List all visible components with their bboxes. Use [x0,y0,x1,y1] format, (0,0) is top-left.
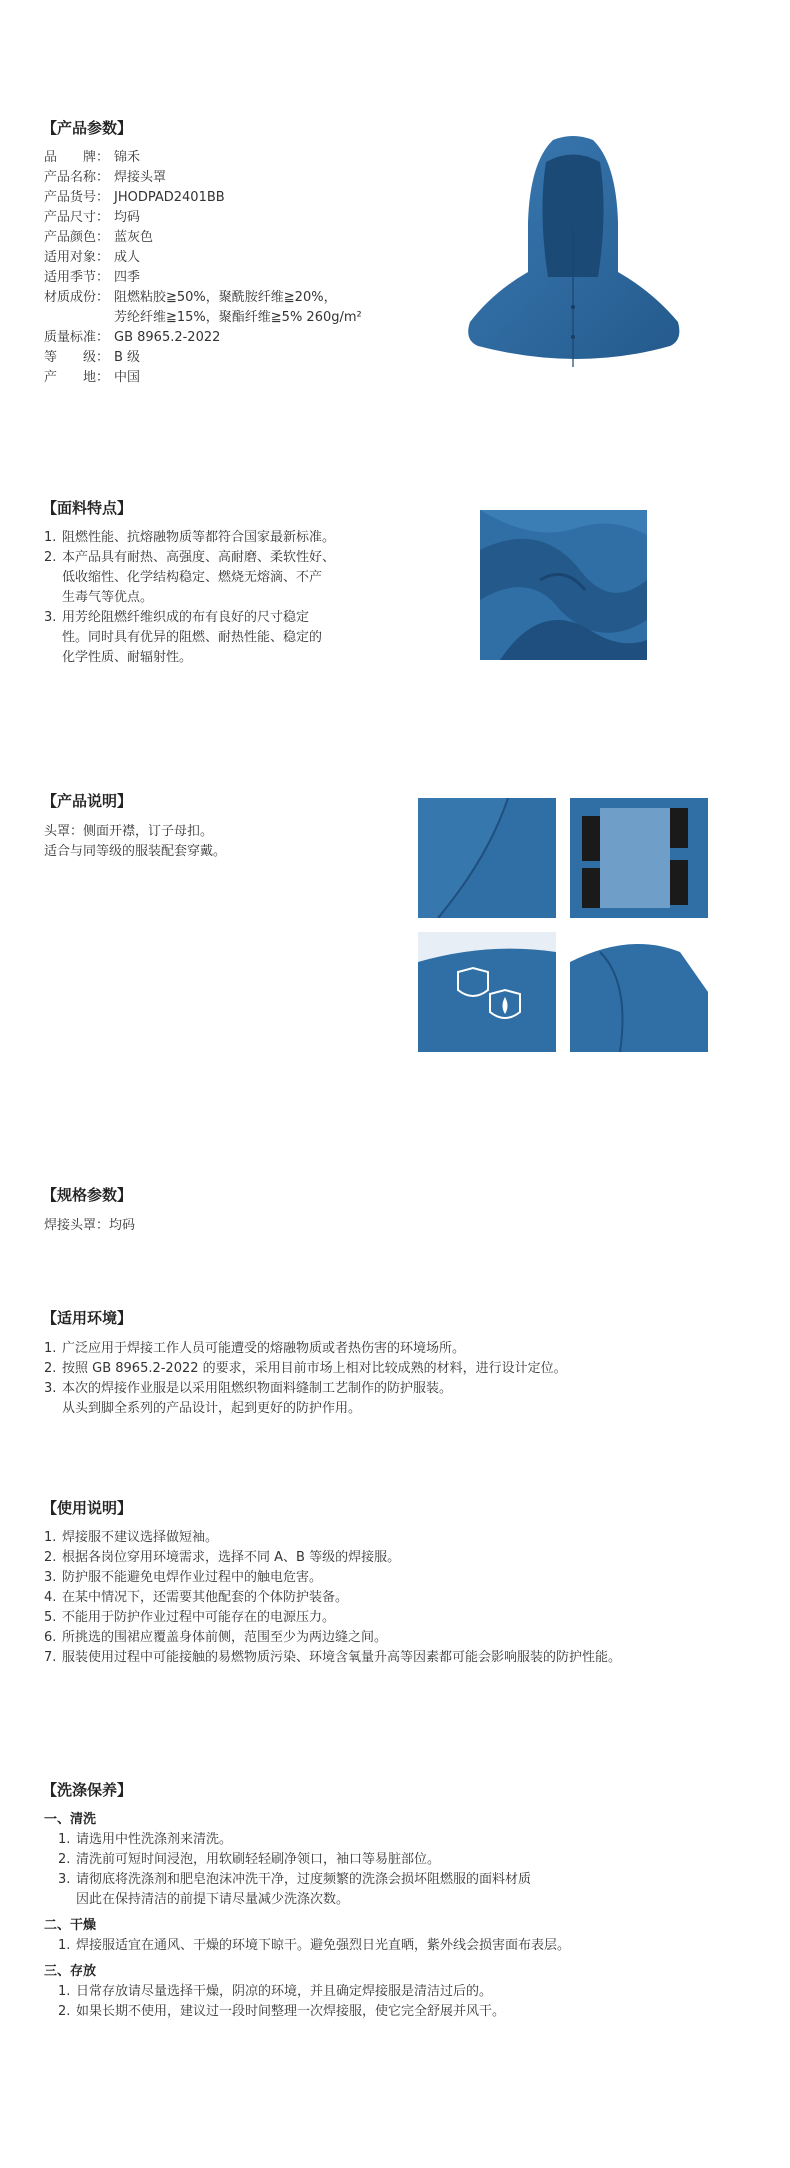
list-item [44,1528,621,1548]
param-label: 产品颜色： [44,230,110,245]
description-text [44,822,226,862]
hood-product-image [458,132,688,377]
list-item [44,608,335,628]
list-text: 按照 GB 8965.2-2022 的要求，采用目前市场上相对比较成熟的材料，进行设计定位。 [62,1361,567,1376]
list-text: 在某中情况下，还需要其他配套的个体防护装备。 [62,1590,349,1605]
param-row [44,148,362,168]
list-text: 低收缩性、化学结构稳定、燃烧无熔滴、不产 [62,570,323,585]
param-value: 中国 [114,370,141,385]
section-title-environment: 【适用环境】 [42,1309,133,1327]
list-item [44,1568,621,1588]
param-label: 材质成份： [44,290,110,305]
list-number [44,1399,62,1419]
list-number: 2. [58,2004,71,2019]
param-value: 阻燃粘胶≧50%，聚酰胺纤维≧20%， [114,290,337,305]
list-number: 3. [44,1570,57,1585]
care-subtitle: 一、清洗 [44,1812,97,1827]
care-list [44,1936,570,1956]
list-number: 4. [44,1590,57,1605]
list-number [58,1890,76,1910]
list-text: 如果长期不使用，建议过一段时间整理一次焊接服，使它完全舒展并风干。 [76,2004,506,2019]
param-row [44,328,362,348]
list-item [44,1588,621,1608]
param-value: 焊接头罩 [114,170,167,185]
param-value: GB 8965.2-2022 [114,330,221,345]
detail-image-labels [418,932,556,1052]
list-item [44,1548,621,1568]
param-value: 蓝灰色 [114,230,154,245]
list-number [44,628,62,648]
list-item [44,628,335,648]
environment-list [44,1339,567,1419]
list-item [44,568,335,588]
list-number: 1. [44,1341,57,1356]
param-row [44,188,362,208]
list-number: 1. [58,1832,71,1847]
param-value: 四季 [114,270,141,285]
list-item [44,1379,567,1399]
list-number: 7. [44,1650,57,1665]
description-line: 头罩：侧面开襟，订子母扣。 [44,824,214,839]
param-row [44,228,362,248]
list-text: 广泛应用于焊接工作人员可能遭受的熔融物质或者热伤害的环境场所。 [62,1341,466,1356]
param-row [44,308,362,328]
list-number: 3. [58,1872,71,1887]
list-item [44,548,335,568]
list-item [44,648,335,668]
list-text: 焊接服不建议选择做短袖。 [62,1530,219,1545]
care-list [44,1982,570,2022]
list-text: 本产品具有耐热、高强度、高耐磨、柔软性好、 [62,550,336,565]
list-text: 日常存放请尽量选择干燥，阴凉的环境，并且确定焊接服是清洁过后的。 [76,1984,493,1999]
list-number: 5. [44,1610,57,1625]
list-item [58,1936,570,1956]
param-value: 成人 [114,250,141,265]
param-row [44,208,362,228]
param-row [44,288,362,308]
list-item [58,1982,570,2002]
list-number: 2. [44,1361,57,1376]
care-content [44,1810,570,2022]
list-item [44,1628,621,1648]
list-item [44,1648,621,1668]
list-item [44,1399,567,1419]
param-value: JHODPAD2401BB [114,190,225,205]
list-number: 1. [58,1984,71,1999]
list-text: 服装使用过程中可能接触的易燃物质污染、环境含氧量升高等因素都可能会影响服装的防护性能。 [62,1650,622,1665]
list-item [58,1850,570,1870]
list-text: 所挑选的围裙应覆盖身体前侧，范围至少为两边缝之间。 [62,1630,388,1645]
list-text: 防护服不能避免电焊作业过程中的触电危害。 [62,1570,323,1585]
param-label: 产品货号： [44,190,110,205]
param-value: 锦禾 [114,150,141,165]
list-text: 请彻底将洗涤剂和肥皂泡沫冲洗干净，过度频繁的洗涤会损坏阻燃服的面料材质 [76,1872,532,1887]
care-subtitle: 二、干燥 [44,1918,97,1933]
list-number: 2. [58,1852,71,1867]
list-number: 3. [44,1381,57,1396]
list-item [58,1830,570,1850]
list-number [44,648,62,668]
fabric-closeup-image [480,510,647,660]
param-value: 均码 [114,210,141,225]
param-row [44,268,362,288]
section-title-description: 【产品说明】 [42,792,133,810]
param-label: 品 牌： [44,150,110,165]
list-item [58,2002,570,2022]
list-text: 阻燃性能、抗熔融物质等都符合国家最新标准。 [62,530,336,545]
description-line: 适合与同等级的服装配套穿戴。 [44,844,227,859]
param-row [44,248,362,268]
param-label: 产 地： [44,370,110,385]
param-value: B 级 [114,350,141,365]
usage-list [44,1528,621,1668]
list-item [44,528,335,548]
param-row [44,168,362,188]
list-text: 化学性质、耐辐射性。 [62,650,193,665]
param-label: 等 级： [44,350,110,365]
list-item [58,1890,570,1910]
list-number: 6. [44,1630,57,1645]
list-text: 性。同时具有优异的阻燃、耐热性能、稳定的 [62,630,323,645]
detail-image-velcro [570,798,708,918]
section-title-care: 【洗涤保养】 [42,1781,133,1799]
list-item [44,1359,567,1379]
list-text: 焊接服适宜在通风、干燥的环境下晾干。避免强烈日光直晒，紫外线会损害面布表层。 [76,1938,571,1953]
list-text: 清洗前可短时间浸泡，用软刷轻轻刷净领口，袖口等易脏部位。 [76,1852,441,1867]
list-text: 本次的焊接作业服是以采用阻燃织物面料缝制工艺制作的防护服装。 [62,1381,453,1396]
fabric-list [44,528,335,668]
section-title-usage: 【使用说明】 [42,1499,133,1517]
list-text: 生毒气等优点。 [62,590,154,605]
spec-line: 焊接头罩：均码 [44,1218,136,1233]
list-text: 因此在保持清洁的前提下请尽量减少洗涤次数。 [76,1892,350,1907]
list-text: 根据各岗位穿用环境需求，选择不同 A、B 等级的焊接服。 [62,1550,401,1565]
list-text: 从头到脚全系列的产品设计，起到更好的防护作用。 [62,1401,362,1416]
section-title-fabric: 【面料特点】 [42,499,133,517]
list-item [44,1339,567,1359]
list-number: 1. [58,1938,71,1953]
param-value: 芳纶纤维≧15%，聚酯纤维≧5% 260g/m² [114,310,362,325]
care-list [44,1830,570,1910]
list-number [44,568,62,588]
list-item [58,1870,570,1890]
param-label: 质量标准： [44,330,110,345]
spec-text [44,1216,135,1236]
care-subtitle: 三、存放 [44,1964,97,1979]
list-number [44,588,62,608]
list-number: 1. [44,530,57,545]
list-number: 2. [44,550,57,565]
param-label: 适用季节： [44,270,110,285]
param-row [44,348,362,368]
section-title-spec: 【规格参数】 [42,1186,133,1204]
param-label: 产品尺寸： [44,210,110,225]
list-text: 不能用于防护作业过程中可能存在的电源压力。 [62,1610,336,1625]
params-list [44,148,362,388]
list-number: 2. [44,1550,57,1565]
section-title-params: 【产品参数】 [42,119,133,137]
param-row [44,368,362,388]
param-label: 适用对象： [44,250,110,265]
detail-image-shoulder [570,932,708,1052]
list-number: 1. [44,1530,57,1545]
list-item [44,588,335,608]
param-label: 产品名称： [44,170,110,185]
detail-image-side-opening [418,798,556,918]
list-item [44,1608,621,1628]
list-number: 3. [44,610,57,625]
list-text: 用芳纶阻燃纤维织成的布有良好的尺寸稳定 [62,610,310,625]
list-text: 请选用中性洗涤剂来清洗。 [76,1832,233,1847]
